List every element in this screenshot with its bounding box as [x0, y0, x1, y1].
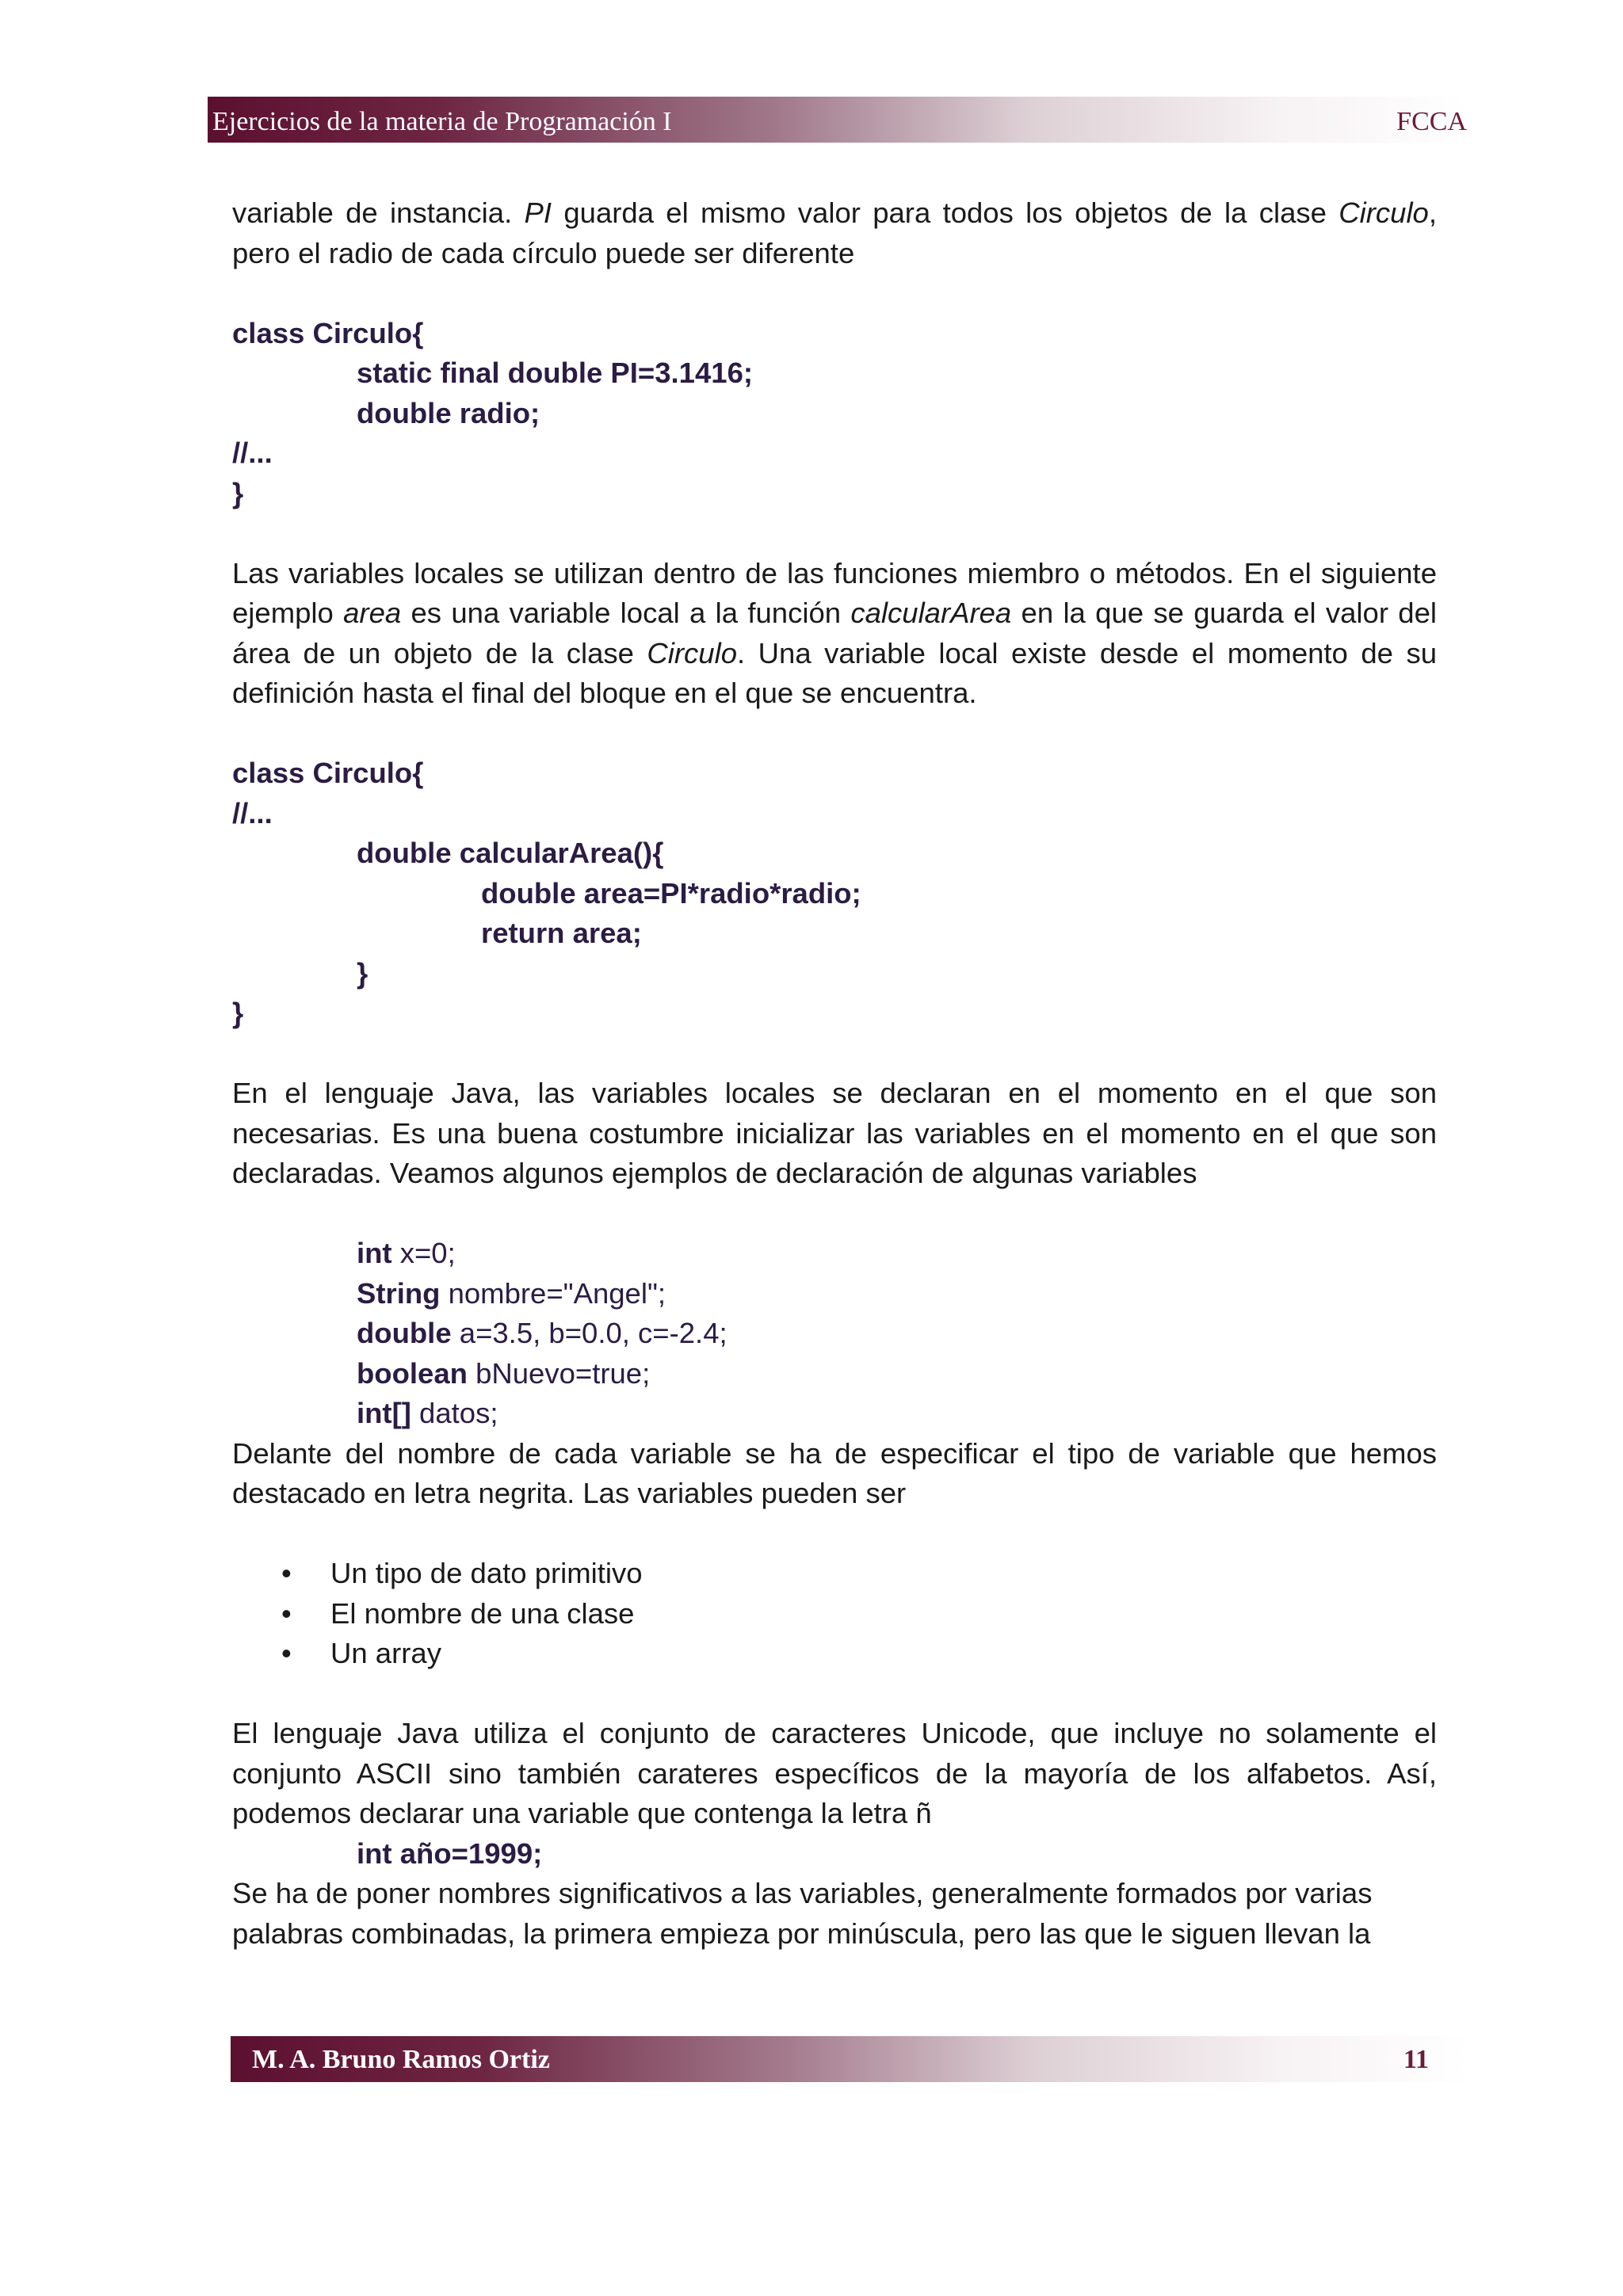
bullet-icon: • [281, 1637, 292, 1669]
naming-paragraph-line: Se ha de poner nombres significativos a las variables, generalmente formados por varias [232, 1877, 1373, 1909]
code-block-circulo [232, 314, 1437, 514]
declaration-line: String nombre="Angel"; [357, 1276, 666, 1310]
code-block-calcular-area [232, 753, 1437, 1034]
declaration-line: int[] datos; [357, 1397, 498, 1429]
list-item: • Un tipo de dato primitivo [232, 1554, 1437, 1594]
list-item: • El nombre de una clase [232, 1594, 1437, 1634]
code-line: double calcularArea(){ [357, 837, 664, 869]
code-line: double area=PI*radio*radio; [481, 876, 861, 910]
code-line: class Circulo{ [232, 316, 424, 349]
code-line: //... [232, 437, 273, 469]
code-line: double radio; [357, 396, 540, 429]
code-line: static final double PI=3.1416; [357, 357, 754, 389]
declaration-line: double a=3.5, b=0.0, c=-2.4; [357, 1317, 727, 1349]
list-item: • Un array [232, 1634, 1437, 1674]
java-declarations-paragraph: En el lenguaje Java, las variables locales se declaran en el momento en el que son necesarias. Es una buena costumbre inicializar las variables en el momento en el que son declaradas. Veamos algunos ejemplos de declaración de algunas variables [232, 1077, 1437, 1189]
code-line: } [357, 956, 369, 990]
code-line: int año=1999; [357, 1836, 543, 1870]
unicode-paragraph: El lenguaje Java utiliza el conjunto de caracteres Unicode, que incluye no solamente el conjunto ASCII sino también carateres específicos de la mayoría de los alfabetos. Así, podemos declarar una variable que contenga la letra ñ [232, 1717, 1437, 1829]
declaration-line: boolean bNuevo=true; [357, 1356, 651, 1390]
code-line: return area; [481, 917, 642, 949]
declaration-line: int x=0; [357, 1237, 456, 1269]
intro-paragraph: variable de instancia. PI guarda el mismo valor para todos los objetos de la clase Circulo, pero el radio de cada círculo puede ser diferente [232, 196, 1438, 269]
bullet-icon: • [281, 1596, 292, 1630]
footer-author: M. A. Bruno Ramos Ortiz [252, 2045, 550, 2074]
header-institution: FCCA [1396, 107, 1467, 136]
code-line: } [232, 476, 244, 509]
local-variables-paragraph: Las variables locales se utilizan dentro de las funciones miembro o métodos. En el siguiente ejemplo area es una variable local a la función calcularArea en la que se guarda el valor del área de un objeto de la clase Circulo. Una variable local existe desde el momento de su definición hasta el final del bloque en el que se encuentra. [232, 556, 1438, 709]
header-title: Ejercicios de la materia de Programación I [212, 107, 672, 136]
code-line: class Circulo{ [232, 757, 424, 789]
code-line: //... [232, 796, 273, 830]
page-number: 11 [1403, 2045, 1429, 2074]
bullet-icon: • [281, 1557, 292, 1589]
code-line: } [232, 997, 244, 1029]
variable-kinds-list [232, 1554, 1437, 1674]
naming-paragraph-line: palabras combinadas, la primera empieza por minúscula, pero las que le siguen llevan la [232, 1917, 1371, 1950]
type-paragraph: Delante del nombre de cada variable se ha de especificar el tipo de variable que hemos destacado en letra negrita. Las variables pueden ser [232, 1436, 1437, 1509]
declaration-examples [232, 1234, 1437, 1434]
page-body [232, 193, 1437, 1954]
